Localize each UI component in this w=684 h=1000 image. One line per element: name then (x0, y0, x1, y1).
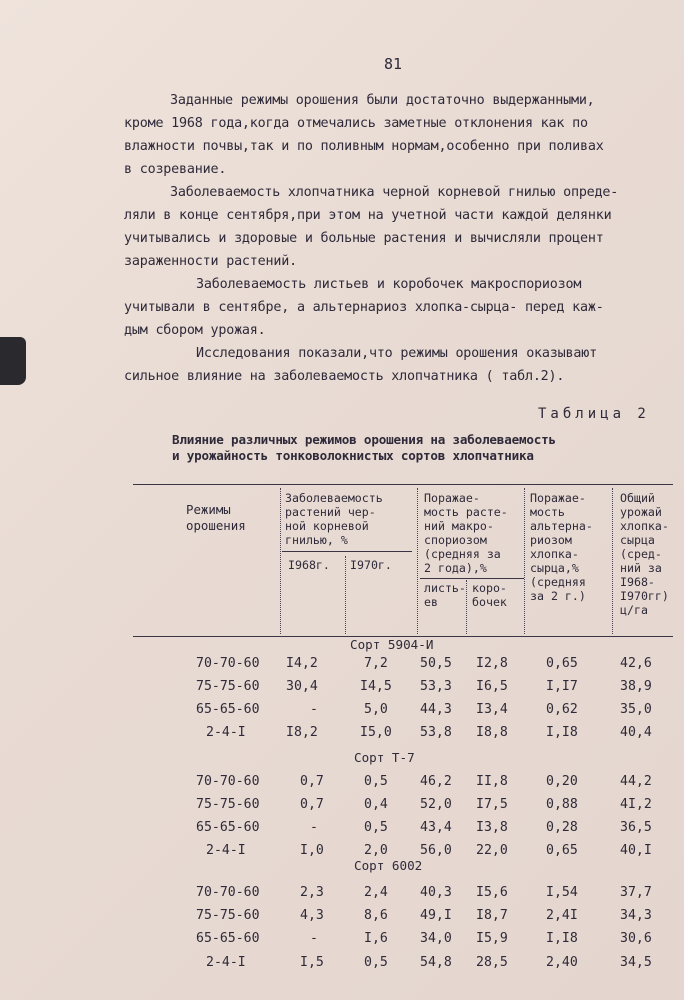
cell-1970: 0,5 (364, 774, 388, 789)
cell-mode: 65-65-60 (196, 820, 260, 835)
header-alternaria: Поражае- мость альтерна- риозом хлопка- сырца,% (средняя за 2 г.) (530, 491, 593, 603)
cell-bolls: I8,8 (476, 725, 508, 740)
paragraph-line: ляли в конце сентября,при этом на учетной части каждой делянки (124, 208, 612, 223)
cell-alternaria: 0,62 (546, 702, 578, 717)
cell-mode: 65-65-60 (196, 931, 260, 946)
header-leaves: листь- ев (424, 581, 466, 609)
paragraph-line: учитывали в сентябре, а альтернариоз хлопка-сырца- перед каж- (124, 300, 604, 315)
cell-1968: I,5 (300, 955, 324, 970)
cell-leaves: 46,2 (420, 774, 452, 789)
cell-alternaria: I,I8 (546, 931, 578, 946)
cell-1970: 0,5 (364, 955, 388, 970)
cell-bolls: I3,4 (476, 702, 508, 717)
paragraph-line: сильное влияние на заболеваемость хлопчатника ( табл.2). (124, 369, 565, 384)
cell-bolls: II,8 (476, 774, 508, 789)
variety-heading: Сорт 6002 (354, 858, 423, 873)
paragraph-line: Исследования показали,что режимы орошения оказывают (196, 346, 597, 361)
cell-mode: 2-4-I (206, 955, 246, 970)
cell-1968: - (310, 702, 318, 717)
cell-1968: 4,3 (300, 908, 324, 923)
cell-leaves: 34,0 (420, 931, 452, 946)
paragraph-line: зараженности растений. (124, 254, 297, 269)
cell-mode: 70-70-60 (196, 885, 260, 900)
header-yield: Общий урожай хлопка- сырца (сред- ний за I968- I970гг) ц/га (620, 491, 669, 617)
variety-heading: Сорт 5904-И (350, 637, 434, 652)
column-separator (417, 488, 418, 634)
paragraph-line: кроме 1968 года,когда отмечались заметные отклонения как по (124, 116, 588, 131)
cell-yield: 4I,2 (620, 797, 652, 812)
paragraph-line: в созревание. (124, 162, 227, 177)
cell-1970: 0,4 (364, 797, 388, 812)
header-year-1968: I968г. (288, 558, 330, 572)
cell-bolls: I5,6 (476, 885, 508, 900)
header-subrule (282, 551, 412, 552)
cell-1968: - (310, 820, 318, 835)
cell-1968: I,0 (300, 843, 324, 858)
cell-1968: - (310, 931, 318, 946)
cell-yield: 38,9 (620, 679, 652, 694)
cell-mode: 75-75-60 (196, 679, 260, 694)
cell-yield: 40,I (620, 843, 652, 858)
table-label: Таблица 2 (538, 406, 650, 422)
column-separator (345, 556, 346, 634)
header-year-1970: I970г. (350, 558, 392, 572)
header-black-rot: Заболеваемость растений чер- ной корневой гнилью, % (285, 491, 383, 547)
cell-leaves: 53,3 (420, 679, 452, 694)
cell-1970: 2,0 (364, 843, 388, 858)
header-subrule (420, 578, 524, 579)
header-bolls: коро- бочек (472, 581, 507, 609)
binder-hole-mark (0, 337, 26, 385)
column-separator (466, 580, 467, 634)
paragraph-line: Заболеваемость листьев и коробочек макроспориозом (196, 277, 582, 292)
cell-leaves: 44,3 (420, 702, 452, 717)
cell-mode: 2-4-I (206, 725, 246, 740)
cell-1970: I5,0 (360, 725, 392, 740)
cell-mode: 75-75-60 (196, 908, 260, 923)
cell-leaves: 56,0 (420, 843, 452, 858)
cell-1968: I8,2 (286, 725, 318, 740)
cell-1970: 7,2 (364, 656, 388, 671)
cell-bolls: I8,7 (476, 908, 508, 923)
cell-1970: 8,6 (364, 908, 388, 923)
cell-1970: 0,5 (364, 820, 388, 835)
cell-bolls: I2,8 (476, 656, 508, 671)
cell-bolls: I3,8 (476, 820, 508, 835)
table-title-line: и урожайность тонковолокнистых сортов хлопчатника (172, 448, 534, 463)
paragraph-line: учитывались и здоровые и больные растения и вычисляли процент (124, 231, 604, 246)
cell-1968: 0,7 (300, 774, 324, 789)
cell-1970: I,6 (364, 931, 388, 946)
cell-alternaria: I,54 (546, 885, 578, 900)
paragraph-line: дым сбором урожая. (124, 323, 266, 338)
cell-leaves: 49,I (420, 908, 452, 923)
cell-1968: I4,2 (286, 656, 318, 671)
cell-mode: 75-75-60 (196, 797, 260, 812)
cell-alternaria: 0,20 (546, 774, 578, 789)
cell-yield: 35,0 (620, 702, 652, 717)
column-separator (524, 488, 525, 634)
cell-alternaria: 0,28 (546, 820, 578, 835)
cell-bolls: 28,5 (476, 955, 508, 970)
cell-yield: 37,7 (620, 885, 652, 900)
paragraph-line: Заболеваемость хлопчатника черной корневой гнилью опреде- (170, 185, 619, 200)
column-separator (612, 488, 613, 634)
cell-leaves: 53,8 (420, 725, 452, 740)
cell-yield: 34,3 (620, 908, 652, 923)
page-number: 81 (384, 55, 403, 73)
cell-alternaria: 0,65 (546, 656, 578, 671)
table-top-rule (133, 484, 673, 485)
cell-bolls: I6,5 (476, 679, 508, 694)
cell-yield: 42,6 (620, 656, 652, 671)
cell-yield: 30,6 (620, 931, 652, 946)
cell-leaves: 54,8 (420, 955, 452, 970)
cell-yield: 44,2 (620, 774, 652, 789)
cell-mode: 65-65-60 (196, 702, 260, 717)
cell-1968: 0,7 (300, 797, 324, 812)
cell-alternaria: 0,88 (546, 797, 578, 812)
table-title-line: Влияние различных режимов орошения на заболеваемость (172, 432, 556, 447)
header-macrosporiosis: Поражае- мость расте- ний макро- спориозом (средняя за 2 года),% (424, 491, 508, 575)
cell-leaves: 40,3 (420, 885, 452, 900)
paragraph-line: влажности почвы,так и по поливным нормам,особенно при поливах (124, 139, 604, 154)
cell-mode: 70-70-60 (196, 774, 260, 789)
cell-alternaria: I,I7 (546, 679, 578, 694)
paragraph-line: Заданные режимы орошения были достаточно выдержанными, (170, 93, 595, 108)
cell-leaves: 50,5 (420, 656, 452, 671)
variety-heading: Сорт Т-7 (354, 750, 415, 765)
cell-yield: 40,4 (620, 725, 652, 740)
cell-alternaria: I,I8 (546, 725, 578, 740)
cell-1968: 2,3 (300, 885, 324, 900)
cell-leaves: 52,0 (420, 797, 452, 812)
cell-1970: 2,4 (364, 885, 388, 900)
cell-yield: 36,5 (620, 820, 652, 835)
cell-mode: 70-70-60 (196, 656, 260, 671)
cell-mode: 2-4-I (206, 843, 246, 858)
cell-1970: 5,0 (364, 702, 388, 717)
header-mode: Режимы орошения (186, 502, 246, 533)
cell-1968: 30,4 (286, 679, 318, 694)
cell-alternaria: 2,40 (546, 955, 578, 970)
cell-alternaria: 2,4I (546, 908, 578, 923)
cell-yield: 34,5 (620, 955, 652, 970)
cell-bolls: 22,0 (476, 843, 508, 858)
cell-bolls: I7,5 (476, 797, 508, 812)
cell-alternaria: 0,65 (546, 843, 578, 858)
cell-bolls: I5,9 (476, 931, 508, 946)
cell-leaves: 43,4 (420, 820, 452, 835)
cell-1970: I4,5 (360, 679, 392, 694)
column-separator (280, 488, 281, 634)
